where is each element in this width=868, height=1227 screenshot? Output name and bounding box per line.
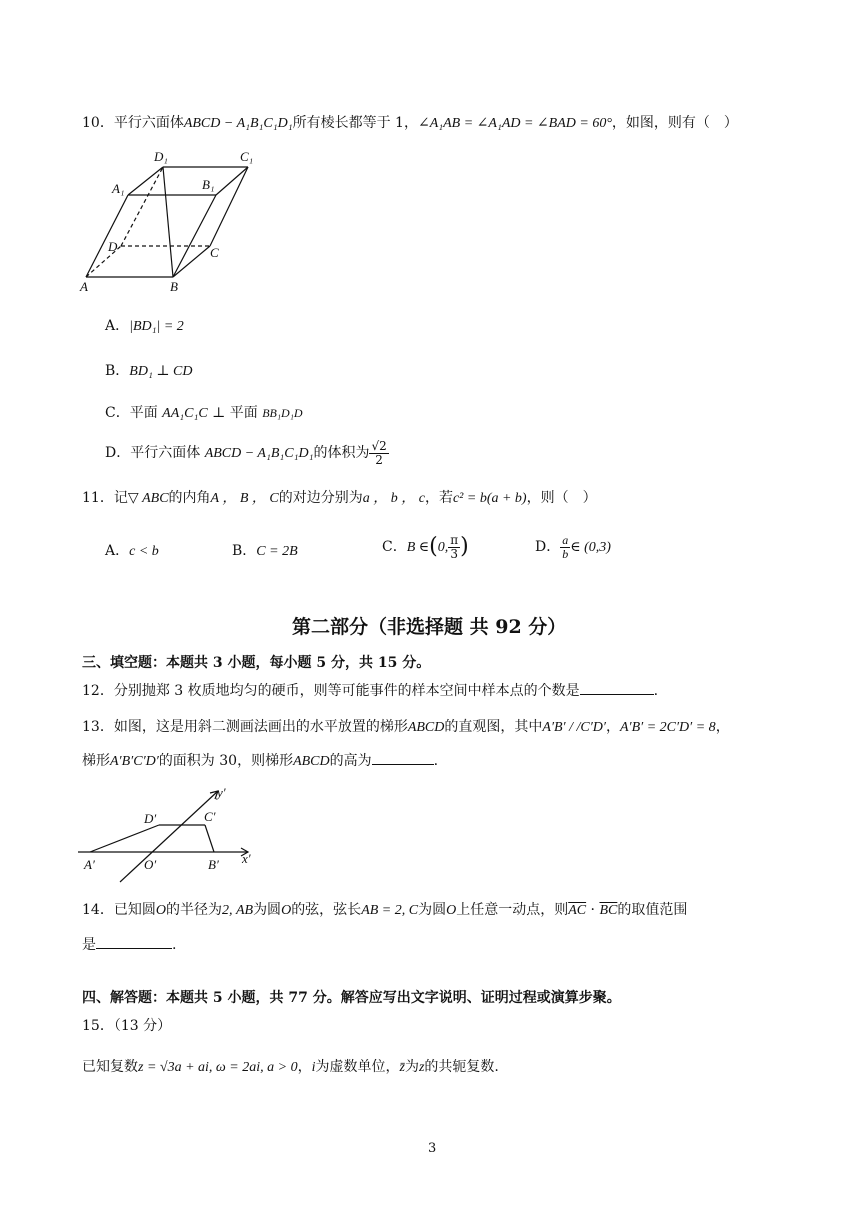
section4-heading: 四、解答题：本题共 5 小题，共 77 分。解答应写出文字说明、证明过程或演算步聚。: [82, 990, 621, 1006]
q12-text: 12．分别抛郑 3 枚质地均匀的硬币，则等可能事件的样本空间中样本点的个数是 .: [82, 680, 658, 701]
q13-line2: 梯形A′B′C′D′的面积为 30，则梯形ABCD的高为 .: [82, 750, 438, 772]
q14-line2: 是 .: [82, 934, 176, 955]
q11-stem: 11．记▽ ABC的内角A ， B ， C的对边分别为a ， b ， c，若c² = b(a + b)，则（ ）: [82, 490, 597, 506]
part2-title: 第二部分（非选择题 共 92 分）: [292, 616, 567, 638]
q11-option-d: D． $\frac{a}{b}$ ∈ (0,3): [535, 532, 611, 561]
page-number: 3: [428, 1141, 437, 1156]
q10-stem: 10．平行六面体ABCD − A₁B₁C₁D₁所有棱长都等于 1，∠A₁AB = ∠A₁AD = ∠BAD = 60°，如图，则有（ ）: [82, 115, 738, 131]
q15-text: 已知复数z = √3a + ai, ω = 2ai, a > 0，i为虚数单位，z̄为z的共轭复数.: [82, 1059, 499, 1075]
label-D: D: [108, 239, 118, 254]
q11-option-b: B．C = 2B: [232, 543, 298, 559]
label-y-prime: y′: [217, 785, 226, 800]
label-B: B: [170, 279, 178, 294]
q13-trapezoid-figure: [76, 783, 266, 888]
q13-answer-blank[interactable]: [372, 750, 434, 765]
label-A: A: [80, 279, 88, 294]
q14-line1: 14．已知圆O的半径为2, AB为圆O的弦，弦长AB = 2, C为圆O上任意一动点，则$\overline{AC} \cdot \overline{BC}$的取值范围: [82, 902, 688, 918]
q10-option-b: B．BD₁ ⊥ CD: [105, 363, 193, 379]
label-C1: C₁: [240, 149, 254, 164]
label-A1: A₁: [112, 181, 125, 196]
label-x-prime: x′: [242, 851, 251, 866]
label-B1: B₁: [202, 177, 215, 192]
label-D-prime: D′: [144, 811, 157, 826]
label-C-prime: C′: [204, 809, 216, 824]
q10-option-d: D．平行六面体 ABCD − A₁B₁C₁D₁的体积为 $\frac{√2}{2}$: [105, 438, 387, 467]
q10-parallelepiped-figure: [78, 145, 268, 295]
q11-option-a: A．c < b: [105, 543, 159, 559]
label-B-prime: B′: [208, 857, 219, 872]
label-C: C: [210, 245, 219, 260]
q14-answer-blank[interactable]: [96, 934, 172, 949]
label-A-prime: A′: [84, 857, 95, 872]
q13-line1: 13．如图，这是用斜二测画法画出的水平放置的梯形ABCD的直观图，其中A′B′ / /C′D′，A′B′ = 2C′D′ = 8，: [82, 719, 730, 735]
label-D1: D₁: [154, 149, 168, 164]
q12-answer-blank[interactable]: [580, 680, 654, 695]
q10-option-c: C．平面 AA₁C₁C ⊥ 平面 BB₁D₁D: [105, 405, 303, 421]
section3-heading: 三、填空题：本题共 3 小题，每小题 5 分，共 15 分。: [82, 655, 431, 671]
q15-heading: 15．（13 分）: [82, 1018, 172, 1034]
label-O-prime: O′: [144, 857, 157, 872]
q10-option-a: A．|BD₁| = 2: [105, 318, 184, 334]
q11-option-c: C．B ∈(0, $\frac{\pi}{3}$ ): [382, 532, 469, 561]
